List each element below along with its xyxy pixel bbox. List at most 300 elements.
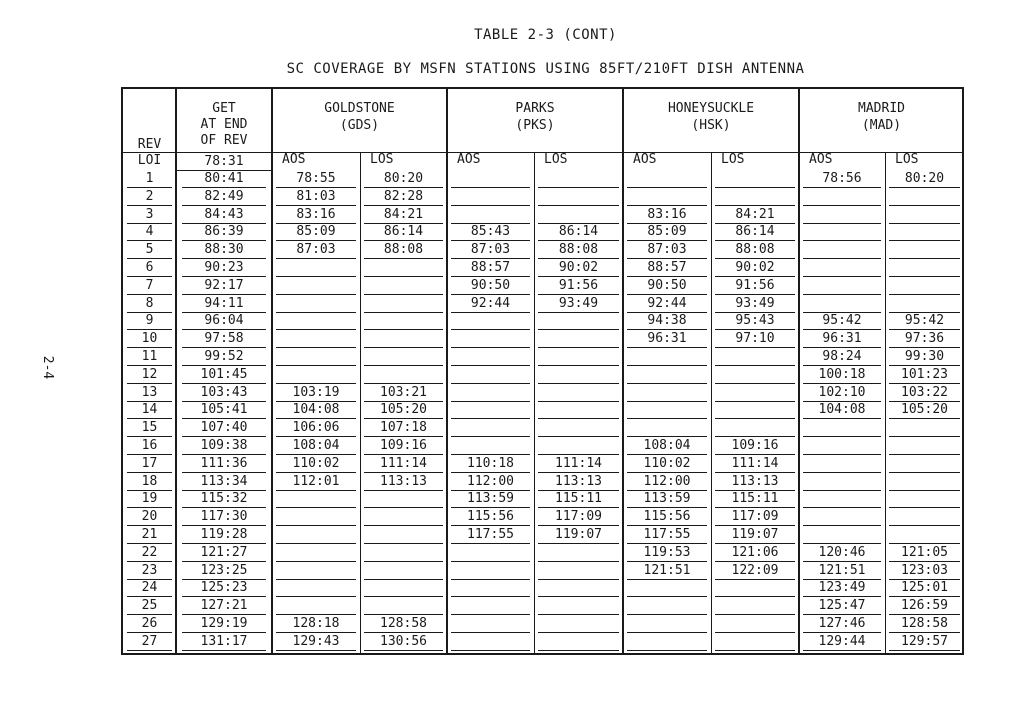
los-cell: 121:06 (715, 544, 795, 562)
los-cell (538, 562, 619, 580)
los-cell (715, 597, 795, 615)
aos-cell (451, 633, 530, 651)
los-cell: 82:28 (364, 188, 443, 206)
los-cell: 109:16 (364, 437, 443, 455)
aos-los-divider (360, 152, 361, 655)
aos-cell (276, 544, 356, 562)
table-subtitle: SC COVERAGE BY MSFN STATIONS USING 85FT/210FT DISH ANTENNA (286, 61, 805, 77)
get-cell: 86:39 (182, 223, 266, 241)
los-cell (364, 579, 443, 597)
get-cell: 88:30 (182, 241, 266, 259)
rev-cell: 5 (127, 241, 172, 259)
aos-los-divider (711, 152, 712, 655)
station-code: (GDS) (339, 118, 380, 133)
los-cell: 93:49 (538, 295, 619, 313)
los-cell (538, 633, 619, 651)
rev-cell: 10 (127, 330, 172, 348)
los-cell: 91:56 (538, 277, 619, 295)
aos-cell: 104:08 (803, 401, 881, 419)
aos-cell (276, 562, 356, 580)
aos-cell: 117:55 (627, 526, 707, 544)
aos-cell: 125:47 (803, 597, 881, 615)
aos-cell (451, 330, 530, 348)
aos-cell (451, 206, 530, 224)
los-cell (889, 277, 960, 295)
aos-cell: 94:38 (627, 312, 707, 330)
los-cell (364, 348, 443, 366)
rev-cell: 20 (127, 508, 172, 526)
aos-cell: 108:04 (276, 437, 356, 455)
aos-cell (803, 259, 881, 277)
los-cell (889, 206, 960, 224)
aos-cell (627, 579, 707, 597)
aos-cell: 121:51 (803, 562, 881, 580)
aos-cell (627, 348, 707, 366)
aos-cell: 87:03 (276, 241, 356, 259)
aos-cell: 96:31 (627, 330, 707, 348)
rev-cell: 1 (127, 170, 172, 188)
station-code: (MAD) (861, 118, 902, 133)
aos-cell (451, 597, 530, 615)
los-cell (364, 544, 443, 562)
aos-cell (451, 384, 530, 402)
los-cell: 93:49 (715, 295, 795, 313)
aos-cell (451, 366, 530, 384)
aos-cell (627, 419, 707, 437)
aos-cell: 129:44 (803, 633, 881, 651)
get-header-line: GET (212, 101, 236, 116)
los-cell (889, 419, 960, 437)
get-cell: 109:38 (182, 437, 266, 455)
aos-cell (803, 419, 881, 437)
aos-cell (803, 508, 881, 526)
aos-cell: 88:57 (627, 259, 707, 277)
aos-cell (803, 455, 881, 473)
los-label: LOS (721, 152, 745, 167)
aos-cell (451, 312, 530, 330)
rev-cell: 27 (127, 633, 172, 651)
los-label: LOS (370, 152, 394, 167)
rev-cell: 22 (127, 544, 172, 562)
los-cell: 123:03 (889, 562, 960, 580)
los-cell: 130:56 (364, 633, 443, 651)
los-cell: 103:22 (889, 384, 960, 402)
los-cell: 88:08 (715, 241, 795, 259)
aos-cell: 85:09 (276, 223, 356, 241)
los-cell: 97:10 (715, 330, 795, 348)
los-cell (364, 295, 443, 313)
get-cell: 96:04 (182, 312, 266, 330)
aos-cell: 115:56 (451, 508, 530, 526)
aos-cell: 115:56 (627, 508, 707, 526)
aos-cell (627, 633, 707, 651)
rev-cell: 7 (127, 277, 172, 295)
aos-cell: 87:03 (451, 241, 530, 259)
aos-cell: 85:09 (627, 223, 707, 241)
los-cell: 88:08 (364, 241, 443, 259)
table-title: TABLE 2-3 (CONT) (474, 27, 617, 43)
los-cell: 115:11 (538, 490, 619, 508)
los-cell (538, 544, 619, 562)
los-cell (889, 295, 960, 313)
rev-cell: 12 (127, 366, 172, 384)
los-cell (715, 170, 795, 188)
get-header-line: AT END (200, 117, 248, 132)
aos-cell (451, 615, 530, 633)
los-cell (715, 615, 795, 633)
los-cell: 117:09 (538, 508, 619, 526)
aos-cell: 128:18 (276, 615, 356, 633)
aos-cell (627, 188, 707, 206)
los-cell (889, 455, 960, 473)
get-cell: 84:43 (182, 206, 266, 224)
los-cell (889, 241, 960, 259)
los-cell (538, 437, 619, 455)
aos-cell (627, 366, 707, 384)
rev-cell: 24 (127, 579, 172, 597)
get-cell: 131:17 (182, 633, 266, 651)
los-cell (889, 223, 960, 241)
station-name: MADRID (858, 101, 905, 116)
los-cell (715, 384, 795, 402)
los-cell: 119:07 (715, 526, 795, 544)
los-cell (889, 490, 960, 508)
loi-get-value: 78:31 (176, 152, 272, 171)
get-cell: 129:19 (182, 615, 266, 633)
loi-label: LOI (137, 153, 162, 168)
page-number: 2-4 (40, 355, 56, 380)
aos-cell (627, 384, 707, 402)
aos-los-divider (885, 152, 886, 655)
los-cell: 113:13 (538, 473, 619, 491)
los-cell (538, 206, 619, 224)
rev-cell: 13 (127, 384, 172, 402)
los-cell: 121:05 (889, 544, 960, 562)
los-cell: 80:20 (364, 170, 443, 188)
column-divider (175, 89, 177, 655)
get-cell: 94:11 (182, 295, 266, 313)
get-cell: 92:17 (182, 277, 266, 295)
rev-cell: 15 (127, 419, 172, 437)
aos-cell: 112:00 (451, 473, 530, 491)
aos-cell (803, 490, 881, 508)
get-cell: 90:23 (182, 259, 266, 277)
aos-cell (276, 330, 356, 348)
aos-cell: 95:42 (803, 312, 881, 330)
los-cell: 86:14 (538, 223, 619, 241)
los-cell: 84:21 (364, 206, 443, 224)
rev-cell: 9 (127, 312, 172, 330)
los-label: LOS (895, 152, 919, 167)
los-cell (715, 188, 795, 206)
los-cell: 80:20 (889, 170, 960, 188)
aos-cell: 102:10 (803, 384, 881, 402)
los-cell (538, 330, 619, 348)
aos-cell (803, 437, 881, 455)
rev-cell: 17 (127, 455, 172, 473)
los-cell: 111:14 (538, 455, 619, 473)
aos-cell: 119:53 (627, 544, 707, 562)
aos-cell (627, 597, 707, 615)
get-cell: 119:28 (182, 526, 266, 544)
aos-cell: 90:50 (627, 277, 707, 295)
los-cell (538, 348, 619, 366)
aos-cell (451, 579, 530, 597)
los-cell (889, 473, 960, 491)
get-cell: 113:34 (182, 473, 266, 491)
aos-cell (803, 188, 881, 206)
aos-label: AOS (633, 152, 657, 167)
aos-cell: 110:02 (276, 455, 356, 473)
aos-cell: 78:55 (276, 170, 356, 188)
aos-cell (803, 295, 881, 313)
los-cell (538, 419, 619, 437)
aos-cell (451, 544, 530, 562)
los-cell (715, 348, 795, 366)
los-cell (889, 437, 960, 455)
los-cell (538, 579, 619, 597)
rev-cell: 6 (127, 259, 172, 277)
los-cell: 86:14 (715, 223, 795, 241)
los-cell: 90:02 (538, 259, 619, 277)
aos-cell: 78:56 (803, 170, 881, 188)
aos-cell: 117:55 (451, 526, 530, 544)
aos-cell: 129:43 (276, 633, 356, 651)
aos-cell (276, 348, 356, 366)
aos-cell (276, 508, 356, 526)
column-divider (622, 89, 624, 655)
rev-cell: 3 (127, 206, 172, 224)
los-cell: 91:56 (715, 277, 795, 295)
los-cell (538, 188, 619, 206)
rev-cell: 8 (127, 295, 172, 313)
aos-cell: 127:46 (803, 615, 881, 633)
aos-cell (451, 401, 530, 419)
get-cell: 111:36 (182, 455, 266, 473)
los-cell: 128:58 (364, 615, 443, 633)
aos-cell (276, 579, 356, 597)
los-cell: 105:20 (889, 401, 960, 419)
aos-cell: 110:02 (627, 455, 707, 473)
los-cell: 111:14 (364, 455, 443, 473)
los-cell (715, 366, 795, 384)
los-cell: 107:18 (364, 419, 443, 437)
los-cell (538, 401, 619, 419)
rev-cell: 19 (127, 490, 172, 508)
rev-cell: 11 (127, 348, 172, 366)
aos-cell (276, 526, 356, 544)
coverage-table (121, 87, 964, 655)
get-cell: 97:58 (182, 330, 266, 348)
aos-label: AOS (809, 152, 833, 167)
los-cell: 129:57 (889, 633, 960, 651)
los-cell: 99:30 (889, 348, 960, 366)
los-cell (364, 490, 443, 508)
aos-cell: 90:50 (451, 277, 530, 295)
aos-cell (276, 597, 356, 615)
get-cell: 125:23 (182, 579, 266, 597)
aos-cell (451, 348, 530, 366)
aos-cell (451, 562, 530, 580)
rev-rule (123, 152, 176, 153)
rev-cell: 14 (127, 401, 172, 419)
los-cell: 113:13 (715, 473, 795, 491)
los-cell (364, 259, 443, 277)
get-header-line: OF REV (200, 133, 248, 148)
aos-cell (627, 401, 707, 419)
get-cell: 123:25 (182, 562, 266, 580)
get-cell: 99:52 (182, 348, 266, 366)
aos-cell (451, 170, 530, 188)
aos-cell: 104:08 (276, 401, 356, 419)
los-cell (538, 366, 619, 384)
get-cell: 105:41 (182, 401, 266, 419)
los-cell: 119:07 (538, 526, 619, 544)
aos-cell (276, 366, 356, 384)
aos-cell (276, 277, 356, 295)
aos-cell: 85:43 (451, 223, 530, 241)
los-cell: 95:43 (715, 312, 795, 330)
los-cell: 86:14 (364, 223, 443, 241)
get-cell: 117:30 (182, 508, 266, 526)
aos-cell: 103:19 (276, 384, 356, 402)
los-cell (364, 277, 443, 295)
los-cell: 84:21 (715, 206, 795, 224)
station-name: PARKS (515, 101, 555, 116)
get-cell: 107:40 (182, 419, 266, 437)
los-cell: 101:23 (889, 366, 960, 384)
aos-cell: 98:24 (803, 348, 881, 366)
aos-cell: 113:59 (451, 490, 530, 508)
get-cell: 82:49 (182, 188, 266, 206)
los-cell (364, 312, 443, 330)
aos-cell: 81:03 (276, 188, 356, 206)
aos-cell: 113:59 (627, 490, 707, 508)
aos-cell (803, 526, 881, 544)
los-cell: 113:13 (364, 473, 443, 491)
aos-cell: 83:16 (276, 206, 356, 224)
aos-cell (451, 437, 530, 455)
get-cell: 103:43 (182, 384, 266, 402)
los-cell: 117:09 (715, 508, 795, 526)
los-cell (715, 579, 795, 597)
aos-cell: 110:18 (451, 455, 530, 473)
rev-cell: 2 (127, 188, 172, 206)
rev-cell: 25 (127, 597, 172, 615)
los-cell (715, 419, 795, 437)
aos-cell (276, 490, 356, 508)
aos-label: AOS (457, 152, 481, 167)
aos-cell (627, 170, 707, 188)
los-cell (715, 633, 795, 651)
los-cell (364, 508, 443, 526)
aos-cell: 92:44 (451, 295, 530, 313)
aos-cell (627, 615, 707, 633)
rev-header: REV (137, 137, 162, 152)
los-cell (538, 597, 619, 615)
los-cell (364, 366, 443, 384)
los-cell: 88:08 (538, 241, 619, 259)
rev-cell: 21 (127, 526, 172, 544)
station-code: (PKS) (515, 118, 555, 133)
aos-cell (276, 312, 356, 330)
los-cell (538, 384, 619, 402)
rev-cell: 26 (127, 615, 172, 633)
los-label: LOS (544, 152, 568, 167)
los-cell: 125:01 (889, 579, 960, 597)
los-cell (364, 562, 443, 580)
aos-cell: 123:49 (803, 579, 881, 597)
station-name: HONEYSUCKLE (667, 101, 755, 116)
los-cell: 128:58 (889, 615, 960, 633)
los-cell: 103:21 (364, 384, 443, 402)
aos-cell: 112:00 (627, 473, 707, 491)
aos-cell: 106:06 (276, 419, 356, 437)
aos-cell: 121:51 (627, 562, 707, 580)
station-name: GOLDSTONE (324, 101, 395, 116)
aos-cell (276, 295, 356, 313)
los-cell (538, 170, 619, 188)
rev-cell: 16 (127, 437, 172, 455)
get-cell: 115:32 (182, 490, 266, 508)
aos-cell: 108:04 (627, 437, 707, 455)
los-cell: 90:02 (715, 259, 795, 277)
los-cell (364, 526, 443, 544)
los-cell: 115:11 (715, 490, 795, 508)
aos-cell: 100:18 (803, 366, 881, 384)
los-cell: 111:14 (715, 455, 795, 473)
los-cell: 122:09 (715, 562, 795, 580)
aos-cell (803, 223, 881, 241)
los-cell (538, 312, 619, 330)
column-divider (446, 89, 448, 655)
aos-cell (803, 277, 881, 295)
column-divider (798, 89, 800, 655)
los-cell: 95:42 (889, 312, 960, 330)
los-cell (364, 597, 443, 615)
aos-label: AOS (282, 152, 306, 167)
aos-cell: 120:46 (803, 544, 881, 562)
aos-cell: 88:57 (451, 259, 530, 277)
aos-cell (803, 473, 881, 491)
los-cell (715, 401, 795, 419)
column-divider (271, 89, 273, 655)
aos-cell (276, 259, 356, 277)
los-cell (538, 615, 619, 633)
get-cell: 127:21 (182, 597, 266, 615)
los-cell (889, 188, 960, 206)
aos-los-divider (534, 152, 535, 655)
aos-cell (451, 188, 530, 206)
rev-cell: 23 (127, 562, 172, 580)
aos-cell: 112:01 (276, 473, 356, 491)
get-cell: 121:27 (182, 544, 266, 562)
los-cell (889, 508, 960, 526)
station-code: (HSK) (691, 118, 731, 133)
get-cell: 101:45 (182, 366, 266, 384)
aos-cell: 83:16 (627, 206, 707, 224)
aos-cell (451, 419, 530, 437)
los-cell: 109:16 (715, 437, 795, 455)
aos-cell (803, 206, 881, 224)
rev-cell: 18 (127, 473, 172, 491)
los-cell: 97:36 (889, 330, 960, 348)
aos-cell: 87:03 (627, 241, 707, 259)
aos-cell: 96:31 (803, 330, 881, 348)
aos-cell (803, 241, 881, 259)
los-cell (364, 330, 443, 348)
aos-cell: 92:44 (627, 295, 707, 313)
